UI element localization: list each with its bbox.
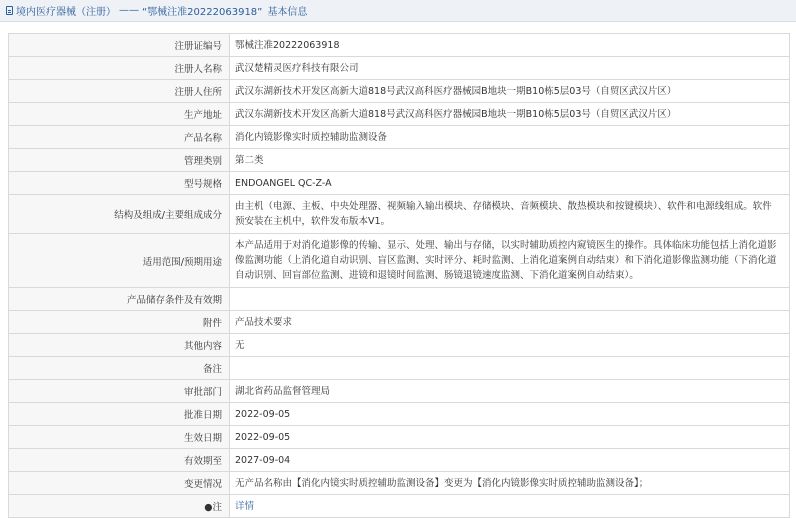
- table-row-note: [9, 495, 790, 518]
- table-row-registrant-address: [9, 80, 790, 103]
- row-label-note: [9, 495, 230, 518]
- category-link[interactable]: 境内医疗器械（注册）: [16, 7, 116, 18]
- row-label: 附件: [9, 311, 230, 334]
- row-label: 变更情况: [9, 472, 230, 495]
- row-value: 2022-09-05: [230, 403, 790, 426]
- title-separator: ——: [119, 5, 139, 16]
- table-row-intended-use: [9, 234, 790, 288]
- table-row-product-name: [9, 126, 790, 149]
- table-row-registrant-name: [9, 57, 790, 80]
- row-label: 产品储存条件及有效期: [9, 288, 230, 311]
- table-row-other-content: [9, 334, 790, 357]
- table-row-approval-department: [9, 380, 790, 403]
- row-value: 武汉东湖新技术开发区高新大道818号武汉高科医疗器械园B地块一期B10栋5层03号（自贸区武汉片区）: [230, 80, 790, 103]
- table-row-management-category: [9, 149, 790, 172]
- row-value: 武汉楚精灵医疗科技有限公司: [230, 57, 790, 80]
- row-label: 产品名称: [9, 126, 230, 149]
- table-row-effective-date: [9, 426, 790, 449]
- document-icon: [6, 6, 13, 15]
- note-star-icon: ●: [204, 502, 213, 513]
- row-value: 第二类: [230, 149, 790, 172]
- row-label: 适用范围/预期用途: [9, 234, 230, 288]
- table-row-storage-validity: [9, 288, 790, 311]
- details-link[interactable]: 详情: [235, 500, 255, 512]
- row-value: 消化内镜影像实时质控辅助监测设备: [230, 126, 790, 149]
- row-value: 无: [230, 334, 790, 357]
- row-value: 本产品适用于对消化道影像的传输、显示、处理、输出与存储，以实时辅助质控内窥镜医生的操作。具体临床功能包括上消化道影像监测功能（上消化道自动识别、盲区监测、实时评分、耗时监测、上消化道案例自动结束）和下消化道影像监测功能（下消化道自动识别、回盲部位监测、进镜和退镜时间监测、肠镜退镜速度监测、下消化道案例自动结束）。: [230, 234, 790, 288]
- product-title: “鄂械注准20222063918”: [142, 7, 263, 18]
- table-row-attachment: [9, 311, 790, 334]
- row-value: ENDOANGEL QC-Z-A: [230, 172, 790, 195]
- table-row-expiry-date: [9, 449, 790, 472]
- row-label: 生效日期: [9, 426, 230, 449]
- table-row-production-address: [9, 103, 790, 126]
- row-value: [230, 357, 790, 380]
- page-title-bar: [0, 0, 796, 22]
- row-label: 生产地址: [9, 103, 230, 126]
- row-label: 结构及组成/主要组成成分: [9, 195, 230, 234]
- title-suffix: 基本信息: [267, 7, 308, 18]
- table-row-remarks: [9, 357, 790, 380]
- row-value: 无产品名称由【消化内镜实时质控辅助监测设备】变更为【消化内镜影像实时质控辅助监测设备】；: [230, 472, 790, 495]
- row-value: 由主机（电源、主板、中央处理器、视频输入输出模块、存储模块、音频模块、散热模块和按键模块）、软件和电源线组成。软件预安装在主机中，软件发布版本V1。: [230, 195, 790, 234]
- row-label: 管理类别: [9, 149, 230, 172]
- row-value: 2022-09-05: [230, 426, 790, 449]
- row-value: [230, 495, 790, 518]
- table-row-registration-number: [9, 34, 790, 57]
- note-label: 注: [212, 502, 222, 513]
- row-label: 型号规格: [9, 172, 230, 195]
- row-value: 武汉东湖新技术开发区高新大道818号武汉高科医疗器械园B地块一期B10栋5层03号（自贸区武汉片区）: [230, 103, 790, 126]
- registration-detail-table: [8, 33, 790, 518]
- row-label: 审批部门: [9, 380, 230, 403]
- row-label: 批准日期: [9, 403, 230, 426]
- row-value: 湖北省药品监督管理局: [230, 380, 790, 403]
- row-value: [230, 288, 790, 311]
- table-row-approval-date: [9, 403, 790, 426]
- row-label: 备注: [9, 357, 230, 380]
- table-row-change-history: [9, 472, 790, 495]
- row-label: 注册人名称: [9, 57, 230, 80]
- row-label: 注册人住所: [9, 80, 230, 103]
- table-row-structure-composition: [9, 195, 790, 234]
- row-value: 2027-09-04: [230, 449, 790, 472]
- table-row-model-spec: [9, 172, 790, 195]
- row-label: 注册证编号: [9, 34, 230, 57]
- row-value: 鄂械注准20222063918: [230, 34, 790, 57]
- row-label: 其他内容: [9, 334, 230, 357]
- row-value: 产品技术要求: [230, 311, 790, 334]
- row-label: 有效期至: [9, 449, 230, 472]
